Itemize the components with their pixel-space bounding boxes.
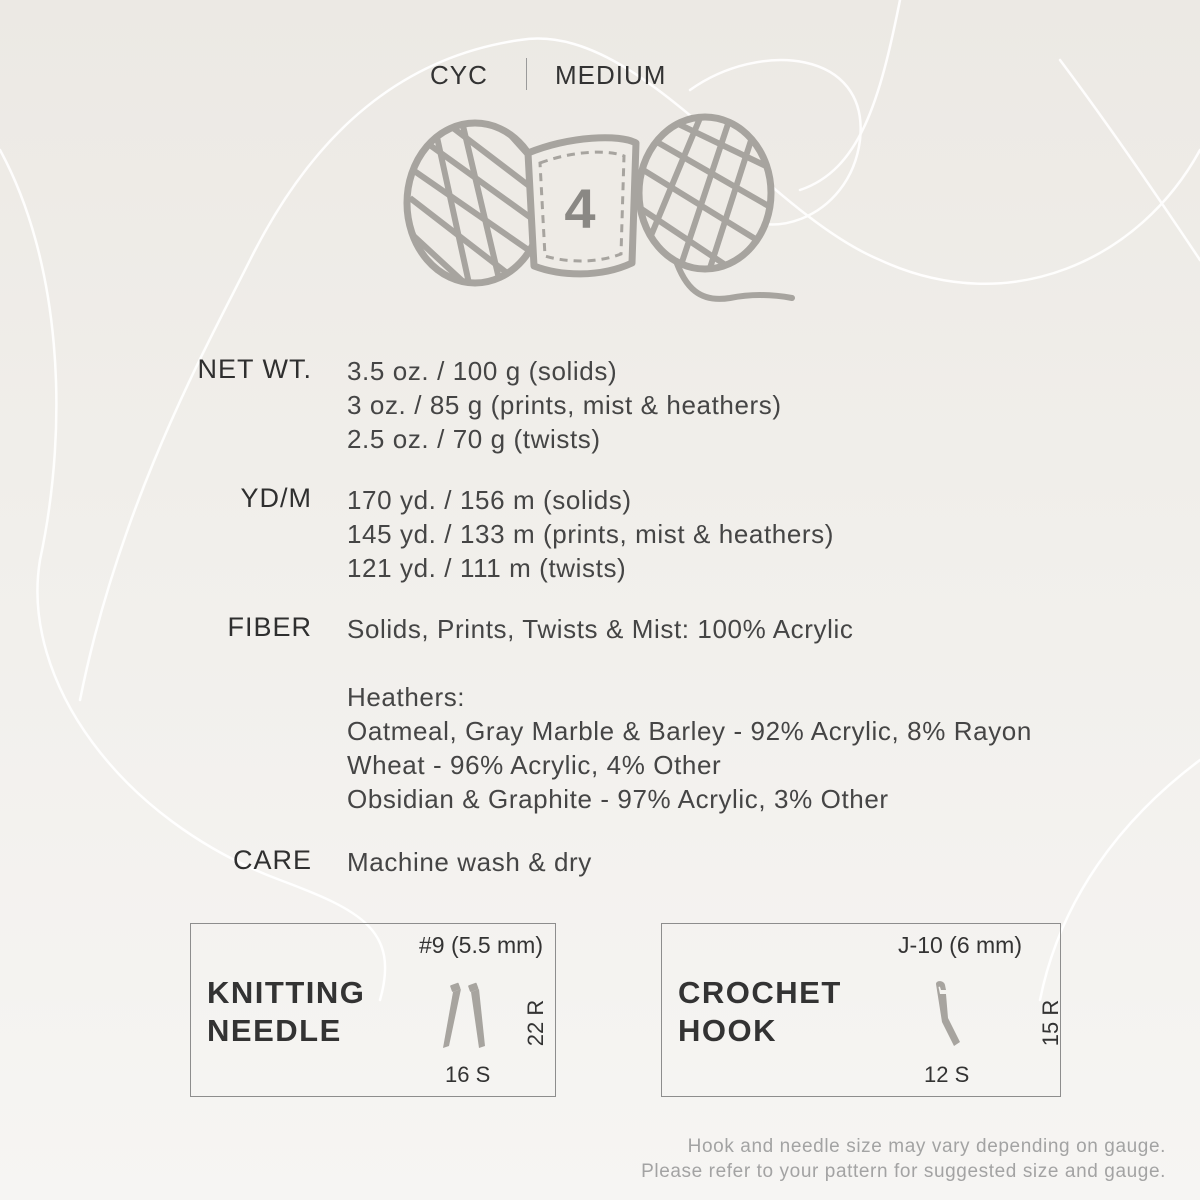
spec-label: YD/M bbox=[240, 483, 312, 513]
needle-size: #9 (5.5 mm) bbox=[419, 932, 543, 958]
tool-name bbox=[207, 974, 365, 1050]
spec-value-line: 2.5 oz. / 70 g (twists) bbox=[347, 424, 601, 454]
spec-value-line bbox=[347, 646, 1032, 680]
yarn-weight-name: MEDIUM bbox=[555, 60, 667, 90]
spec-label: NET WT. bbox=[197, 354, 312, 384]
crochet-hook-card bbox=[661, 923, 1064, 1097]
tool-name-line: HOOK bbox=[678, 1013, 777, 1048]
tool-name-line: NEEDLE bbox=[207, 1013, 342, 1048]
tool-name bbox=[678, 974, 842, 1050]
spec-value-line: 121 yd. / 111 m (twists) bbox=[347, 553, 627, 583]
knitting-needle-card bbox=[190, 923, 556, 1097]
spec-value-line: Obsidian & Graphite - 97% Acrylic, 3% Other bbox=[347, 784, 889, 814]
disclaimer-line: Hook and needle size may vary depending on gauge. bbox=[687, 1136, 1166, 1157]
tool-name-line: CROCHET bbox=[678, 975, 842, 1010]
knitting-needles-icon bbox=[435, 980, 497, 1050]
hook-stitches: 12 S bbox=[924, 1062, 970, 1087]
spec-label: FIBER bbox=[227, 612, 312, 642]
hook-rows: 15 R bbox=[1038, 999, 1064, 1047]
spec-value-line: Wheat - 96% Acrylic, 4% Other bbox=[347, 750, 722, 780]
spec-value-line: 3.5 oz. / 100 g (solids) bbox=[347, 356, 618, 386]
spec-value-line: Heathers: bbox=[347, 682, 466, 712]
crochet-hook-icon bbox=[924, 978, 974, 1050]
needle-rows: 22 R bbox=[523, 999, 549, 1047]
spec-value-line: Machine wash & dry bbox=[347, 847, 592, 877]
yarn-skein-icon bbox=[400, 108, 800, 308]
needle-stitches: 16 S bbox=[445, 1062, 491, 1087]
gauge-disclaimer bbox=[641, 1134, 1166, 1184]
tool-name-line: KNITTING bbox=[207, 975, 366, 1010]
spec-value-line: Solids, Prints, Twists & Mist: 100% Acrylic bbox=[347, 614, 854, 644]
spec-value-line: 170 yd. / 156 m (solids) bbox=[347, 485, 632, 515]
spec-value-line: 3 oz. / 85 g (prints, mist & heathers) bbox=[347, 390, 782, 420]
yarn-weight-number: 4 bbox=[564, 177, 596, 240]
header-divider bbox=[526, 58, 527, 90]
cyc-label: CYC bbox=[430, 60, 488, 90]
spec-value-line: Oatmeal, Gray Marble & Barley - 92% Acrylic, 8% Rayon bbox=[347, 716, 1032, 746]
spec-label: CARE bbox=[232, 845, 312, 875]
cyc-header bbox=[0, 58, 1200, 98]
disclaimer-line: Please refer to your pattern for suggested size and gauge. bbox=[641, 1161, 1166, 1182]
hook-size: J-10 (6 mm) bbox=[898, 932, 1022, 958]
spec-value-line: 145 yd. / 133 m (prints, mist & heathers) bbox=[347, 519, 835, 549]
